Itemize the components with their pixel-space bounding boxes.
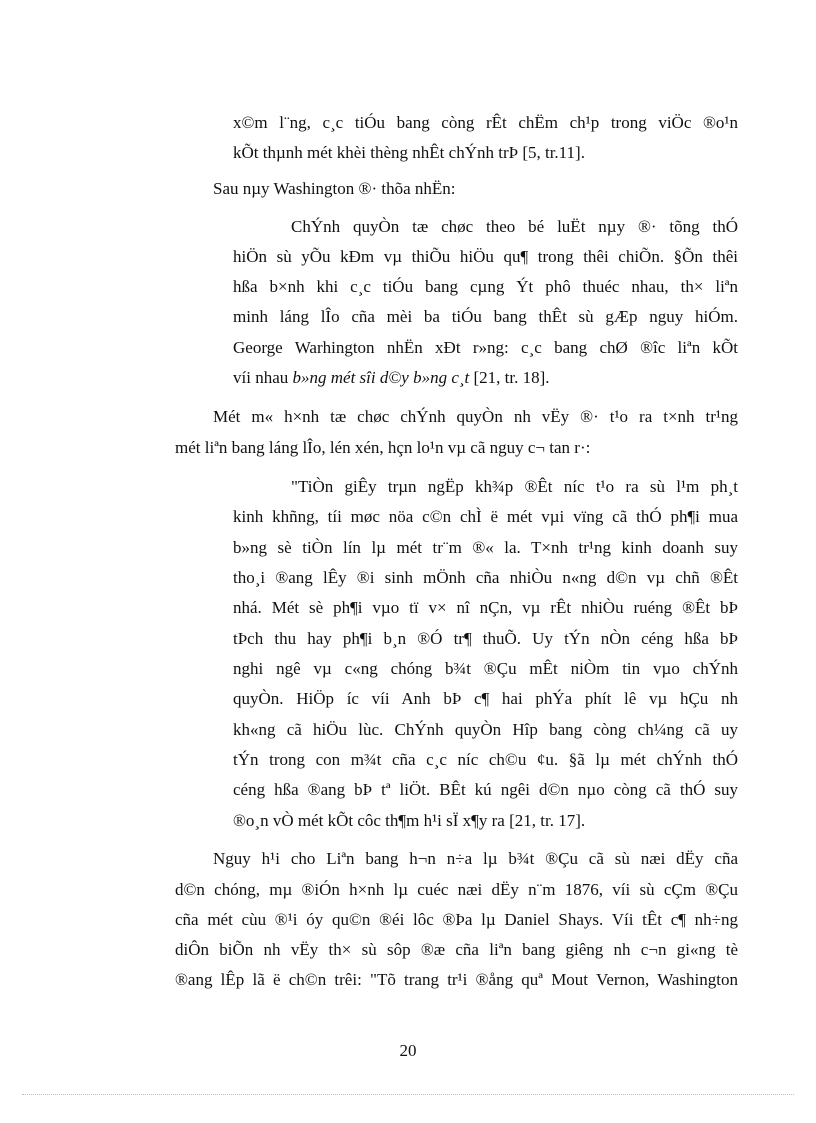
quote-line: George Warhington nhËn xÐt r»ng: c¸c bang chØ ®îc liªn kÕt — [233, 338, 738, 357]
text-run: víi nhau — [233, 368, 293, 387]
quote-line: "TiÒn giÊy trµn ngËp kh¾p ®Êt níc t¹o ra sù l¹m ph¸t — [291, 477, 738, 496]
text-line: Sau nµy Washington ®· thõa nhËn: — [213, 179, 456, 198]
text-line: mét liªn bang láng lÎo, lén xén, hçn lo¹n vµ cã nguy c¬ tan r·: — [175, 438, 591, 457]
quote-line: hiÖn sù yÕu kÐm vµ thiÕu hiÖu qu¶ trong thêi chiÕn. §Õn thêi — [233, 247, 738, 266]
text-line: ®ang lÊp lã ë ch©n trêi: "Tõ trang tr¹i ®ång quª Mout Vernon, Washington — [175, 970, 738, 989]
quote-line: hßa b×nh khi c¸c tiÓu bang cµng Ýt phô thuéc nhau, th× liªn — [233, 277, 738, 296]
page-number: 20 — [399, 1041, 417, 1060]
quote-line: tÝn trong con m¾t cña c¸c níc ch©u ¢u. §ã lµ mét chÝnh thÓ — [233, 750, 738, 769]
text-line: cña mét cùu ®¹i óy qu©n ®éi lôc ®Þa lµ Daniel Shays. Víi tÊt c¶ nh÷ng — [175, 910, 738, 929]
quote-line: nghi ngê vµ c«ng chóng b¾t ®Çu mÊt niÒm tin vµo chÝnh — [233, 659, 738, 678]
quote-line: ChÝnh quyÒn tæ chøc theo bé luËt nµy ®· tõng thÓ — [291, 217, 738, 236]
quote-line: tho¸i ®ang lÊy ®i sinh mÖnh cña nhiÒu n«ng d©n vµ chñ ®Êt — [233, 568, 738, 587]
text-line: x©m l¨ng, c¸c tiÓu bang còng rÊt chËm ch¹p trong viÖc ®o¹n — [233, 113, 738, 132]
text-line: kÕt thµnh mét khèi thèng nhÊt chÝnh trÞ [5, tr.11]. — [233, 143, 585, 162]
italic-text-run: b»ng mét sîi d©y b»ng c¸t — [292, 368, 470, 387]
quote-line: kh«ng cã hiÖu lùc. ChÝnh quyÒn Hîp bang còng ch¼ng cã uy — [233, 720, 738, 739]
quote-line: b»ng sè tiÒn lín lµ mét tr¨m ®« la. T×nh tr¹ng kinh doanh suy — [233, 538, 738, 557]
quote-line: nhá. Mét sè ph¶i vµo tï v× nî nÇn, vµ rÊt nhiÒu ruéng ®Êt bÞ — [233, 598, 738, 617]
quote-line: ®o¸n vÒ mét kÕt côc th¶m h¹i sÏ x¶y ra [21, tr. 17]. — [233, 811, 586, 830]
quote-line-with-italic — [233, 367, 550, 389]
footer-divider — [22, 1094, 794, 1095]
quote-line: quyÒn. HiÖp íc víi Anh bÞ c¶ hai phÝa phít lê vµ hÇu nh — [233, 689, 738, 708]
quote-line: tÞch thu hay ph¶i b¸n ®Ó tr¶ thuÕ. Uy tÝn nÒn céng hßa bÞ — [233, 629, 738, 648]
quote-line: minh láng lÎo cña mèi ba tiÓu bang thÊt sù gÆp nguy hiÓm. — [233, 307, 738, 326]
text-line: Mét m« h×nh tæ chøc chÝnh quyÒn nh vËy ®· t¹o ra t×nh tr¹ng — [213, 407, 738, 426]
text-line: Nguy h¹i cho Liªn bang h¬n n÷a lµ b¾t ®Çu cã sù næi dËy cña — [213, 849, 738, 868]
text-run: [21, tr. 18]. — [469, 368, 550, 387]
quote-line: kinh khñng, tíi møc nöa c©n chÌ ë mét vµi vïng cã thÓ ph¶i mua — [233, 507, 738, 526]
text-line: diÔn biÕn nh vËy th× sù sôp ®æ cña liªn bang giêng nh c¬n gi«ng tè — [175, 940, 738, 959]
quote-line: céng hßa ®ang bÞ tª liÖt. BÊt kú ngêi d©n nµo còng cã thÓ suy — [233, 780, 738, 799]
text-line: d©n chóng, mµ ®iÓn h×nh lµ cuéc næi dËy n¨m 1876, víi sù cÇm ®Çu — [175, 880, 738, 899]
